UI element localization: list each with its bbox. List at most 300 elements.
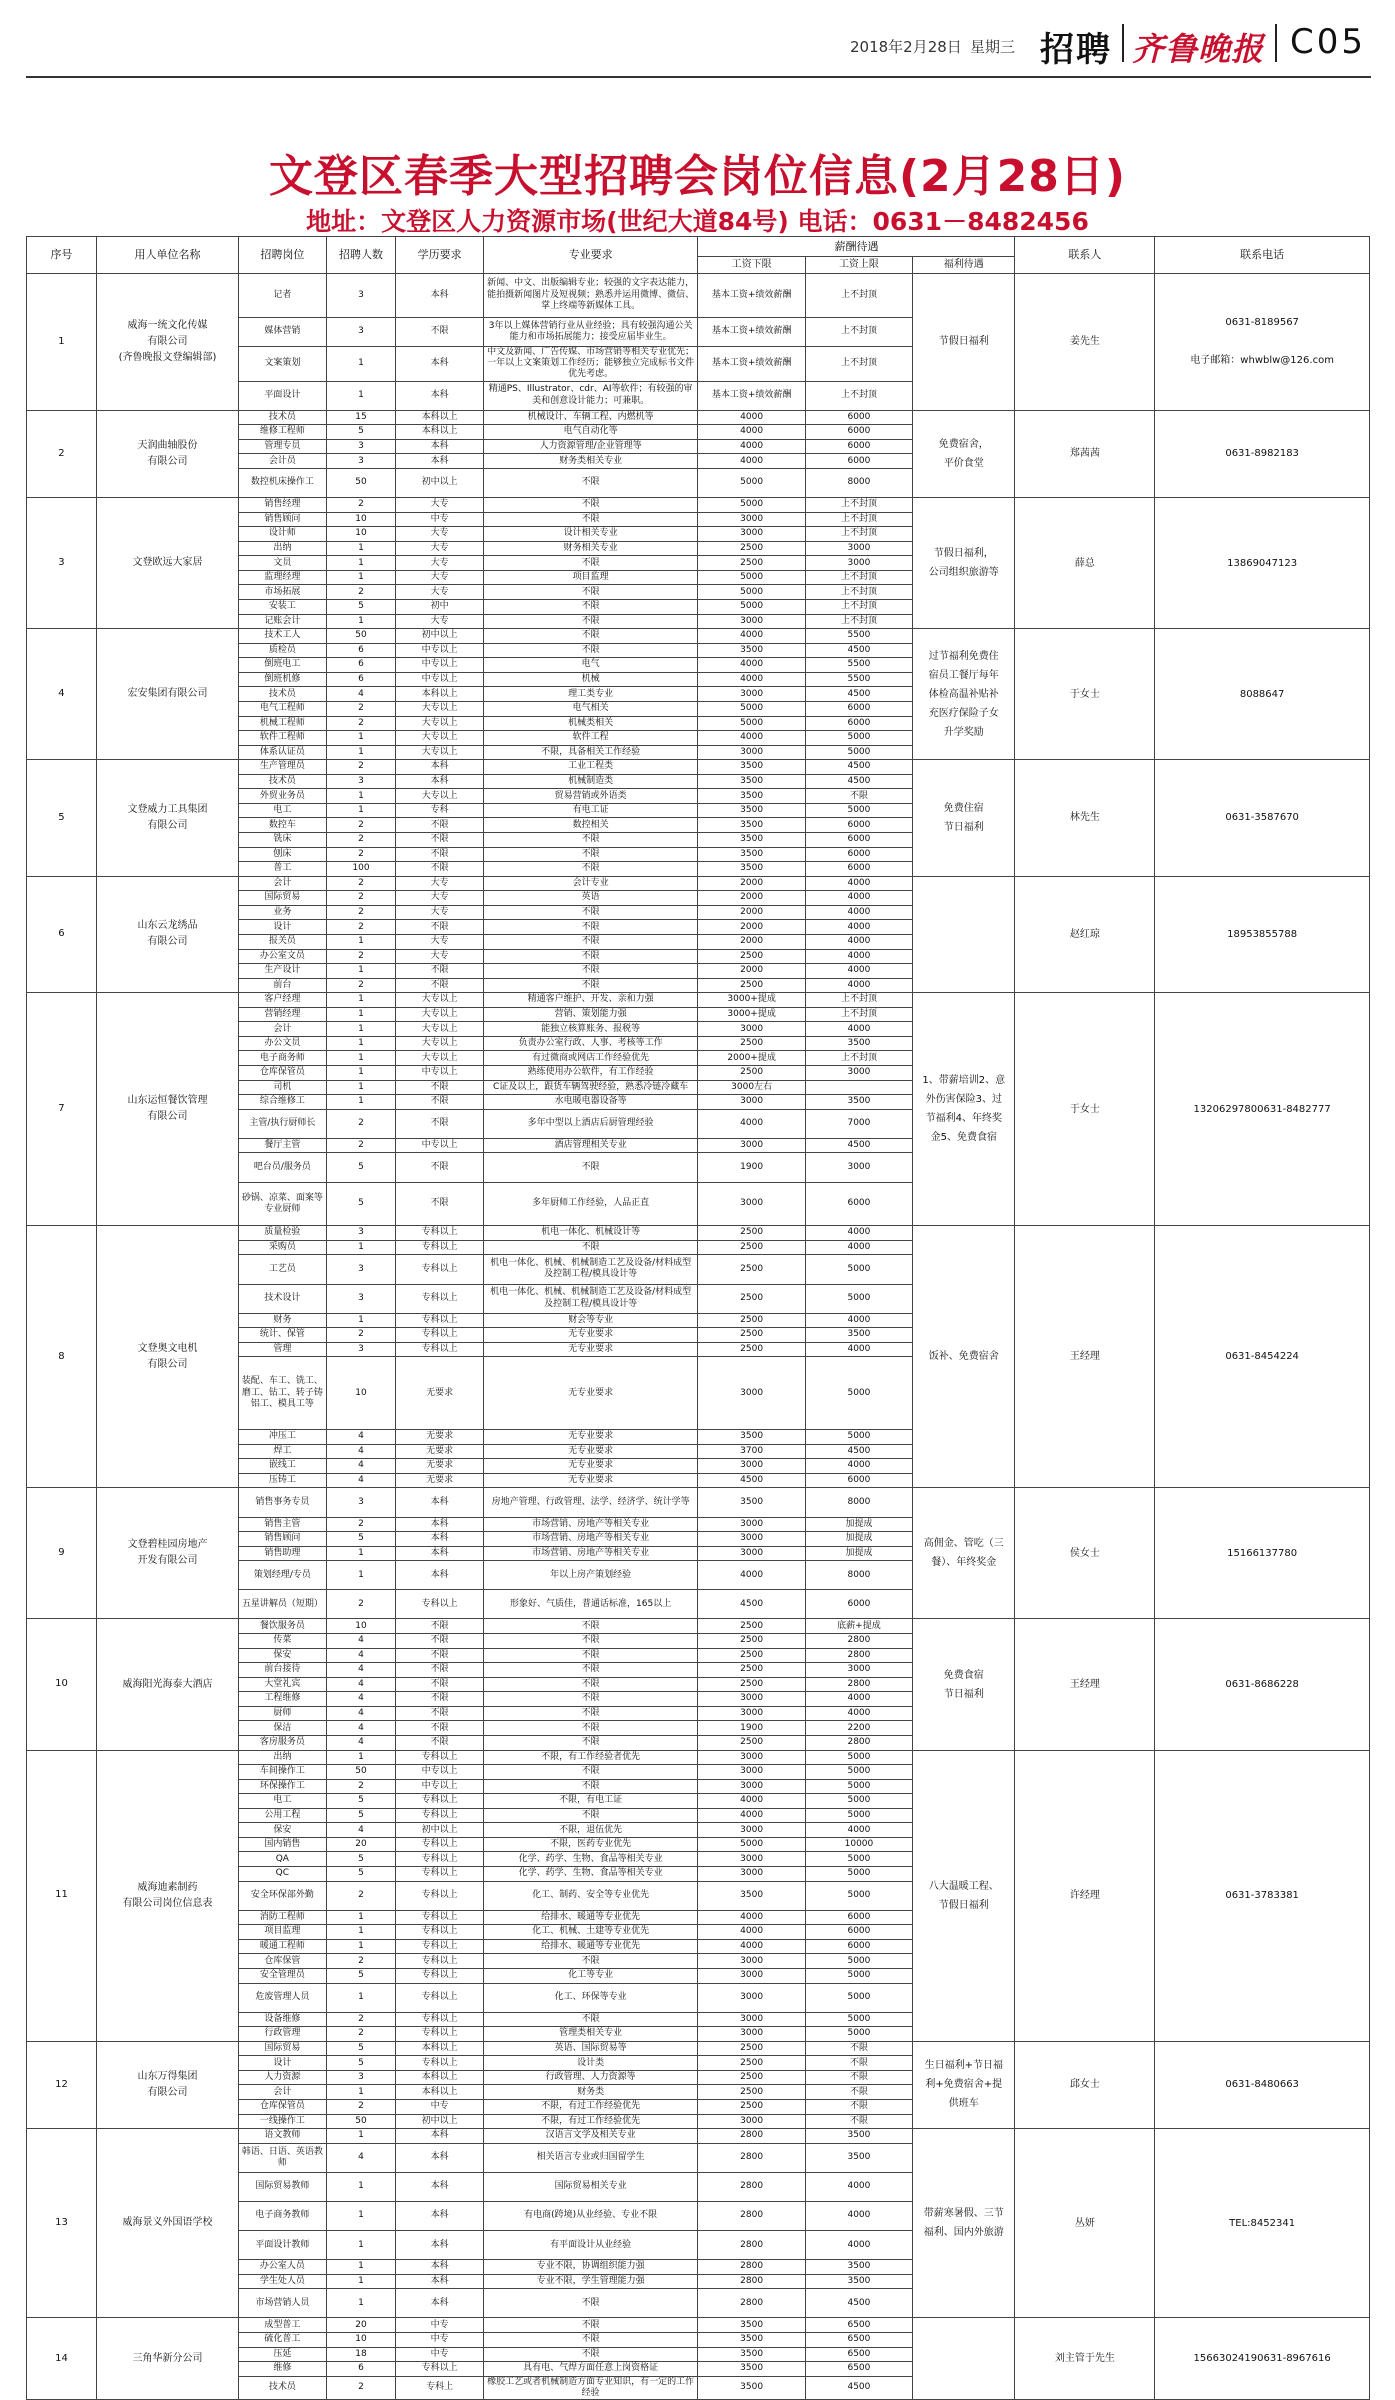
company-seq: 10 [27, 1619, 97, 1750]
job-major: 设计相关专业 [483, 527, 698, 542]
salary-high: 6000 [805, 1910, 912, 1925]
table-row [27, 2129, 1370, 2144]
salary-high: 5000 [805, 1983, 912, 2012]
salary-high: 6000 [805, 425, 912, 440]
job-education: 中专以上 [396, 658, 483, 673]
job-education: 大专 [396, 934, 483, 949]
job-count: 2 [326, 585, 396, 600]
job-count: 4 [326, 1692, 396, 1707]
company-benefit: 生日福利+节日福 利+免费宿舍+提 供班车 [913, 2041, 1015, 2128]
job-education: 大专以上 [396, 701, 483, 716]
job-major: 不限 [483, 1663, 698, 1678]
job-education: 初中以上 [396, 2114, 483, 2129]
job-title: 记者 [239, 274, 326, 318]
salary-high: 3500 [805, 2129, 912, 2144]
job-count: 2 [326, 833, 396, 848]
job-major: 英语 [483, 891, 698, 906]
col-phone: 联系电话 [1155, 237, 1370, 274]
col-salary: 薪酬待遇 [698, 237, 1015, 257]
company-phone: 15663024190631-8967616 [1155, 2318, 1370, 2400]
job-major: 机械类相关 [483, 716, 698, 731]
job-education: 本科 [396, 346, 483, 381]
job-count: 2 [326, 760, 396, 775]
salary-low: 5000 [698, 701, 805, 716]
job-count: 10 [326, 527, 396, 542]
job-count: 2 [326, 818, 396, 833]
job-count: 2 [326, 716, 396, 731]
col-salary-low: 工资下限 [698, 257, 805, 274]
company-contact: 郑茜茜 [1015, 410, 1155, 497]
salary-low: 5000 [698, 1837, 805, 1852]
job-count: 1 [326, 556, 396, 571]
salary-high: 2800 [805, 1634, 912, 1649]
salary-low: 2000 [698, 876, 805, 891]
job-count: 1 [326, 2289, 396, 2318]
job-title: 嵌线工 [239, 1459, 326, 1474]
salary-high: 3000 [805, 1663, 912, 1678]
job-count: 10 [326, 1619, 396, 1634]
job-education: 专科以上 [396, 1255, 483, 1284]
job-title: 设计 [239, 2056, 326, 2071]
job-count: 5 [326, 1867, 396, 1882]
salary-low: 2500 [698, 2056, 805, 2071]
salary-high: 4000 [805, 1022, 912, 1037]
job-count: 4 [326, 1677, 396, 1692]
salary-high: 4000 [805, 964, 912, 979]
salary-high: 上不封顶 [805, 274, 912, 318]
salary-low: 5000 [698, 498, 805, 513]
salary-high: 4000 [805, 1706, 912, 1721]
company-contact: 赵红琼 [1015, 876, 1155, 993]
company-seq: 4 [27, 629, 97, 760]
job-major: 管理类相关专业 [483, 2027, 698, 2042]
job-title: 设备维修 [239, 2012, 326, 2027]
job-count: 20 [326, 2318, 396, 2333]
job-title: 电工 [239, 803, 326, 818]
salary-low: 3000 [698, 1138, 805, 1153]
company-benefit: 带薪寒暑假、三节 福利、国内外旅游 [913, 2129, 1015, 2318]
salary-high: 6000 [805, 862, 912, 877]
salary-high: 不限 [805, 789, 912, 804]
job-education: 无要求 [396, 1473, 483, 1488]
job-major: 相关语言专业或归国留学生 [483, 2143, 698, 2172]
salary-high: 4000 [805, 920, 912, 935]
salary-low: 5000 [698, 585, 805, 600]
salary-low: 2500 [698, 1677, 805, 1692]
issue-weekday: 星期三 [970, 38, 1016, 56]
job-major: 机械制造类 [483, 774, 698, 789]
table-row [27, 876, 1370, 891]
company-phone: 0631-8982183 [1155, 410, 1370, 497]
job-title: 策划经理/专员 [239, 1561, 326, 1590]
job-major: 设计类 [483, 2056, 698, 2071]
job-education: 专科以上 [396, 1590, 483, 1619]
salary-high: 4000 [805, 978, 912, 993]
job-count: 1 [326, 2172, 396, 2201]
company-seq: 9 [27, 1488, 97, 1619]
company-contact: 邱女士 [1015, 2041, 1155, 2128]
job-count: 4 [326, 1823, 396, 1838]
salary-low: 2500 [698, 1619, 805, 1634]
header-rule [26, 76, 1371, 78]
company-name: 文登奥文电机 有限公司 [96, 1226, 238, 1488]
col-company: 用人单位名称 [96, 237, 238, 274]
salary-high: 上不封顶 [805, 570, 912, 585]
salary-high: 6500 [805, 2347, 912, 2362]
job-education: 本科 [396, 2129, 483, 2144]
table-row [27, 1488, 1370, 1517]
company-phone: 0631-8189567 电子邮箱：whwblw@126.com [1155, 274, 1370, 411]
company-contact: 王经理 [1015, 1619, 1155, 1750]
salary-low: 3500 [698, 789, 805, 804]
job-education: 大专 [396, 905, 483, 920]
job-title: 维修工程师 [239, 425, 326, 440]
job-count: 1 [326, 541, 396, 556]
job-count: 3 [326, 1255, 396, 1284]
job-title: 五星讲解员（短期） [239, 1590, 326, 1619]
table-header [27, 237, 1370, 274]
job-major: 项目监理 [483, 570, 698, 585]
company-name: 威海景义外国语学校 [96, 2129, 238, 2318]
job-education: 无要求 [396, 1357, 483, 1430]
table-row [27, 629, 1370, 644]
salary-high: 2200 [805, 1721, 912, 1736]
company-contact: 姜先生 [1015, 274, 1155, 411]
job-count: 1 [326, 2129, 396, 2144]
job-count: 6 [326, 2362, 396, 2377]
salary-high: 5000 [805, 1794, 912, 1809]
company-phone: 0631-8686228 [1155, 1619, 1370, 1750]
job-title: 一线操作工 [239, 2114, 326, 2129]
job-count: 1 [326, 1925, 396, 1940]
job-major: 财务类 [483, 2085, 698, 2100]
salary-high: 6000 [805, 818, 912, 833]
salary-low: 3000左右 [698, 1080, 805, 1095]
company-name: 威海阳光海泰大酒店 [96, 1619, 238, 1750]
job-major: 化工、机械、土建等专业优先 [483, 1925, 698, 1940]
job-major: 专业不限，协调组织能力强 [483, 2260, 698, 2275]
job-major: 人力资源管理/企业管理等 [483, 439, 698, 454]
page-title: 文登区春季大型招聘会岗位信息(2月28日) [268, 151, 1127, 202]
job-major: 有电商(跨境)从业经验、专业不限 [483, 2201, 698, 2230]
salary-low: 2500 [698, 1648, 805, 1663]
job-education: 专科以上 [396, 2012, 483, 2027]
job-title: 吧台员/服务员 [239, 1153, 326, 1182]
salary-low: 3500 [698, 2376, 805, 2400]
job-count: 5 [326, 425, 396, 440]
salary-low: 2000+提成 [698, 1051, 805, 1066]
job-title: 保洁 [239, 1721, 326, 1736]
company-contact: 侯女士 [1015, 1488, 1155, 1619]
job-major: 英语、国际贸易等 [483, 2041, 698, 2056]
salary-high: 4000 [805, 891, 912, 906]
job-title: 财务 [239, 1313, 326, 1328]
job-count: 1 [326, 1240, 396, 1255]
job-education: 不限 [396, 1692, 483, 1707]
job-education: 本科 [396, 454, 483, 469]
salary-low: 4000 [698, 410, 805, 425]
job-count: 1 [326, 346, 396, 381]
job-title: 质量检验 [239, 1226, 326, 1241]
job-major: 不限 [483, 847, 698, 862]
salary-high: 4500 [805, 2376, 912, 2400]
company-benefit: 节假日福利， 公司组织旅游等 [913, 498, 1015, 629]
job-major: 不限 [483, 833, 698, 848]
job-education: 不限 [396, 1182, 483, 1226]
job-title: 保安 [239, 1823, 326, 1838]
job-major: 具有电、气焊方面任意上岗资格证 [483, 2362, 698, 2377]
job-education: 不限 [396, 1109, 483, 1138]
job-title: 监理经理 [239, 570, 326, 585]
job-education: 不限 [396, 1735, 483, 1750]
job-count: 1 [326, 2085, 396, 2100]
job-education: 本科以上 [396, 687, 483, 702]
job-education: 大专以上 [396, 1051, 483, 1066]
job-major: 化学、药学、生物、食品等相关专业 [483, 1867, 698, 1882]
salary-high: 4000 [805, 905, 912, 920]
job-count: 2 [326, 949, 396, 964]
job-major: 电气自动化等 [483, 425, 698, 440]
newspaper-logo: 齐鲁晚报 [1132, 30, 1265, 68]
salary-high: 6000 [805, 716, 912, 731]
company-name: 文登碧桂园房地产 开发有限公司 [96, 1488, 238, 1619]
salary-low: 2500 [698, 556, 805, 571]
job-title: 装配、车工、铣工、磨工、钻工、转子铸铝工、模具工等 [239, 1357, 326, 1430]
salary-high: 6000 [805, 410, 912, 425]
job-education: 本科 [396, 1532, 483, 1547]
job-title: 报关员 [239, 934, 326, 949]
salary-low: 2500 [698, 949, 805, 964]
job-title: 仓库保管员 [239, 1066, 326, 1081]
job-education: 本科 [396, 2201, 483, 2230]
job-major: 机械设计、车辆工程、内燃机等 [483, 410, 698, 425]
job-education: 不限 [396, 920, 483, 935]
job-title: 语文教师 [239, 2129, 326, 2144]
company-seq: 1 [27, 274, 97, 411]
company-seq: 5 [27, 760, 97, 877]
job-count: 1 [326, 1066, 396, 1081]
job-title: 市场拓展 [239, 585, 326, 600]
job-title: 平面设计教师 [239, 2231, 326, 2260]
job-title: 维修 [239, 2362, 326, 2377]
job-major: 不限，有过工作经验优先 [483, 2114, 698, 2129]
job-title: 销售顾问 [239, 512, 326, 527]
salary-high: 5000 [805, 1779, 912, 1794]
job-count: 5 [326, 1794, 396, 1809]
job-count: 20 [326, 1837, 396, 1852]
job-count: 1 [326, 1095, 396, 1110]
job-count: 2 [326, 1590, 396, 1619]
salary-low: 4000 [698, 629, 805, 644]
job-count: 1 [326, 1939, 396, 1954]
salary-low: 2500 [698, 1313, 805, 1328]
job-count: 1 [326, 2274, 396, 2289]
job-education: 大专 [396, 527, 483, 542]
salary-low: 1900 [698, 1721, 805, 1736]
job-major: 精通PS、Illustrator、cdr、AI等软件；有较强的审美和创意设计能力；可兼职。 [483, 381, 698, 410]
job-major: 不限 [483, 978, 698, 993]
job-count: 5 [326, 600, 396, 615]
job-title: 销售事务专员 [239, 1488, 326, 1517]
job-major: 不限 [483, 2012, 698, 2027]
job-title: 工艺员 [239, 1255, 326, 1284]
job-title: 保安 [239, 1648, 326, 1663]
job-title: 安全环保部外勤 [239, 1881, 326, 1910]
salary-low: 4000 [698, 1109, 805, 1138]
salary-high: 4000 [805, 2201, 912, 2230]
job-count: 3 [326, 1284, 396, 1313]
job-education: 中专 [396, 512, 483, 527]
company-benefit: 节假日福利 [913, 274, 1015, 411]
salary-low: 3000 [698, 2027, 805, 2042]
col-salary-high: 工资上限 [805, 257, 912, 274]
job-education: 专科以上 [396, 1342, 483, 1357]
salary-low: 3500 [698, 1881, 805, 1910]
company-benefit: 饭补、免费宿舍 [913, 1226, 1015, 1488]
job-education: 大专以上 [396, 745, 483, 760]
job-title: 安装工 [239, 600, 326, 615]
job-major: 不限 [483, 585, 698, 600]
job-title: 平面设计 [239, 381, 326, 410]
job-education: 大专 [396, 570, 483, 585]
salary-low: 3000 [698, 1954, 805, 1969]
job-title: 会计 [239, 2085, 326, 2100]
company-name: 天润曲轴股份 有限公司 [96, 410, 238, 497]
job-education: 大专 [396, 876, 483, 891]
job-title: 技术工人 [239, 629, 326, 644]
job-title: 成型普工 [239, 2318, 326, 2333]
col-seq: 序号 [27, 237, 97, 274]
job-major: 不限 [483, 949, 698, 964]
job-major: 不限 [483, 556, 698, 571]
salary-high: 6500 [805, 2318, 912, 2333]
job-title: 数控车 [239, 818, 326, 833]
job-count: 10 [326, 2333, 396, 2348]
company-seq: 12 [27, 2041, 97, 2128]
job-count: 1 [326, 731, 396, 746]
job-major: 有平面设计从业经验 [483, 2231, 698, 2260]
job-education: 本科 [396, 1561, 483, 1590]
company-contact: 林先生 [1015, 760, 1155, 877]
job-education: 专科 [396, 803, 483, 818]
salary-high: 5000 [805, 731, 912, 746]
job-major: 不限 [483, 1619, 698, 1634]
job-title: 办公室文员 [239, 949, 326, 964]
job-education: 专科以上 [396, 1328, 483, 1343]
job-education: 无要求 [396, 1459, 483, 1474]
job-education: 中专 [396, 2333, 483, 2348]
job-major: 市场营销、房地产等相关专业 [483, 1517, 698, 1532]
job-title: 销售顾问 [239, 1532, 326, 1547]
job-title: 暖通工程师 [239, 1939, 326, 1954]
salary-low: 3000 [698, 1182, 805, 1226]
salary-low: 3000 [698, 1692, 805, 1707]
job-major: 不限，有电工证 [483, 1794, 698, 1809]
job-title: 主管/执行厨师长 [239, 1109, 326, 1138]
salary-low: 2800 [698, 2231, 805, 2260]
salary-low: 2800 [698, 2172, 805, 2201]
table-row [27, 1226, 1370, 1241]
job-major: 不限 [483, 1153, 698, 1182]
salary-high: 5000 [805, 1968, 912, 1983]
job-count: 2 [326, 905, 396, 920]
salary-low: 2000 [698, 891, 805, 906]
company-name: 山东运恒餐饮管理 有限公司 [96, 993, 238, 1226]
salary-low: 4000 [698, 731, 805, 746]
salary-high: 6000 [805, 1925, 912, 1940]
section-title: 招聘 [1040, 30, 1112, 70]
job-education: 中专以上 [396, 1138, 483, 1153]
job-count: 1 [326, 2201, 396, 2230]
job-title: 行政管理 [239, 2027, 326, 2042]
salary-low: 3000 [698, 1546, 805, 1561]
job-title: 硫化普工 [239, 2333, 326, 2348]
salary-low: 3000 [698, 1357, 805, 1430]
job-major: 机械 [483, 672, 698, 687]
company-phone: 0631-3587670 [1155, 760, 1370, 877]
job-count: 1 [326, 1051, 396, 1066]
salary-high: 上不封顶 [805, 600, 912, 615]
job-title: QA [239, 1852, 326, 1867]
salary-high: 4000 [805, 2172, 912, 2201]
job-education: 无要求 [396, 1444, 483, 1459]
job-education: 本科以上 [396, 2085, 483, 2100]
company-benefit: 免费宿舍， 平价食堂 [913, 410, 1015, 497]
job-title: 办公室人员 [239, 2260, 326, 2275]
job-major: 市场营销、房地产等相关专业 [483, 1546, 698, 1561]
salary-high: 5000 [805, 1430, 912, 1445]
job-count: 18 [326, 2347, 396, 2362]
company-contact: 刘主管于先生 [1015, 2318, 1155, 2400]
job-title: 文员 [239, 556, 326, 571]
job-education: 不限 [396, 317, 483, 346]
salary-low: 3500 [698, 1488, 805, 1517]
job-count: 1 [326, 1036, 396, 1051]
salary-high: 6000 [805, 847, 912, 862]
salary-low: 3000 [698, 1867, 805, 1882]
salary-low: 基本工资+绩效薪酬 [698, 274, 805, 318]
salary-high: 5000 [805, 1881, 912, 1910]
job-major: 不限 [483, 1779, 698, 1794]
job-count: 3 [326, 774, 396, 789]
job-major: 多年中型以上酒店后厨管理经验 [483, 1109, 698, 1138]
job-education: 不限 [396, 1663, 483, 1678]
job-count: 4 [326, 1706, 396, 1721]
job-major: 不限 [483, 498, 698, 513]
job-title: 韩语、日语、英语教师 [239, 2143, 326, 2172]
salary-low: 3500 [698, 2347, 805, 2362]
salary-low: 3000 [698, 512, 805, 527]
salary-high: 不限 [805, 2100, 912, 2115]
salary-low: 3000 [698, 1750, 805, 1765]
job-title: 压延 [239, 2347, 326, 2362]
job-major: 有电工证 [483, 803, 698, 818]
salary-low: 3500 [698, 862, 805, 877]
table-row [27, 498, 1370, 513]
salary-high: 4000 [805, 1342, 912, 1357]
company-phone: 15166137780 [1155, 1488, 1370, 1619]
job-major: 不限 [483, 468, 698, 497]
job-count: 2 [326, 2027, 396, 2042]
job-title: 学生处人员 [239, 2274, 326, 2289]
salary-low: 3000 [698, 2114, 805, 2129]
salary-high: 4000 [805, 1313, 912, 1328]
job-count: 2 [326, 1328, 396, 1343]
job-count: 10 [326, 512, 396, 527]
job-title: 软件工程师 [239, 731, 326, 746]
job-title: 车间操作工 [239, 1765, 326, 1780]
job-major: 给排水、暖通等专业优先 [483, 1939, 698, 1954]
